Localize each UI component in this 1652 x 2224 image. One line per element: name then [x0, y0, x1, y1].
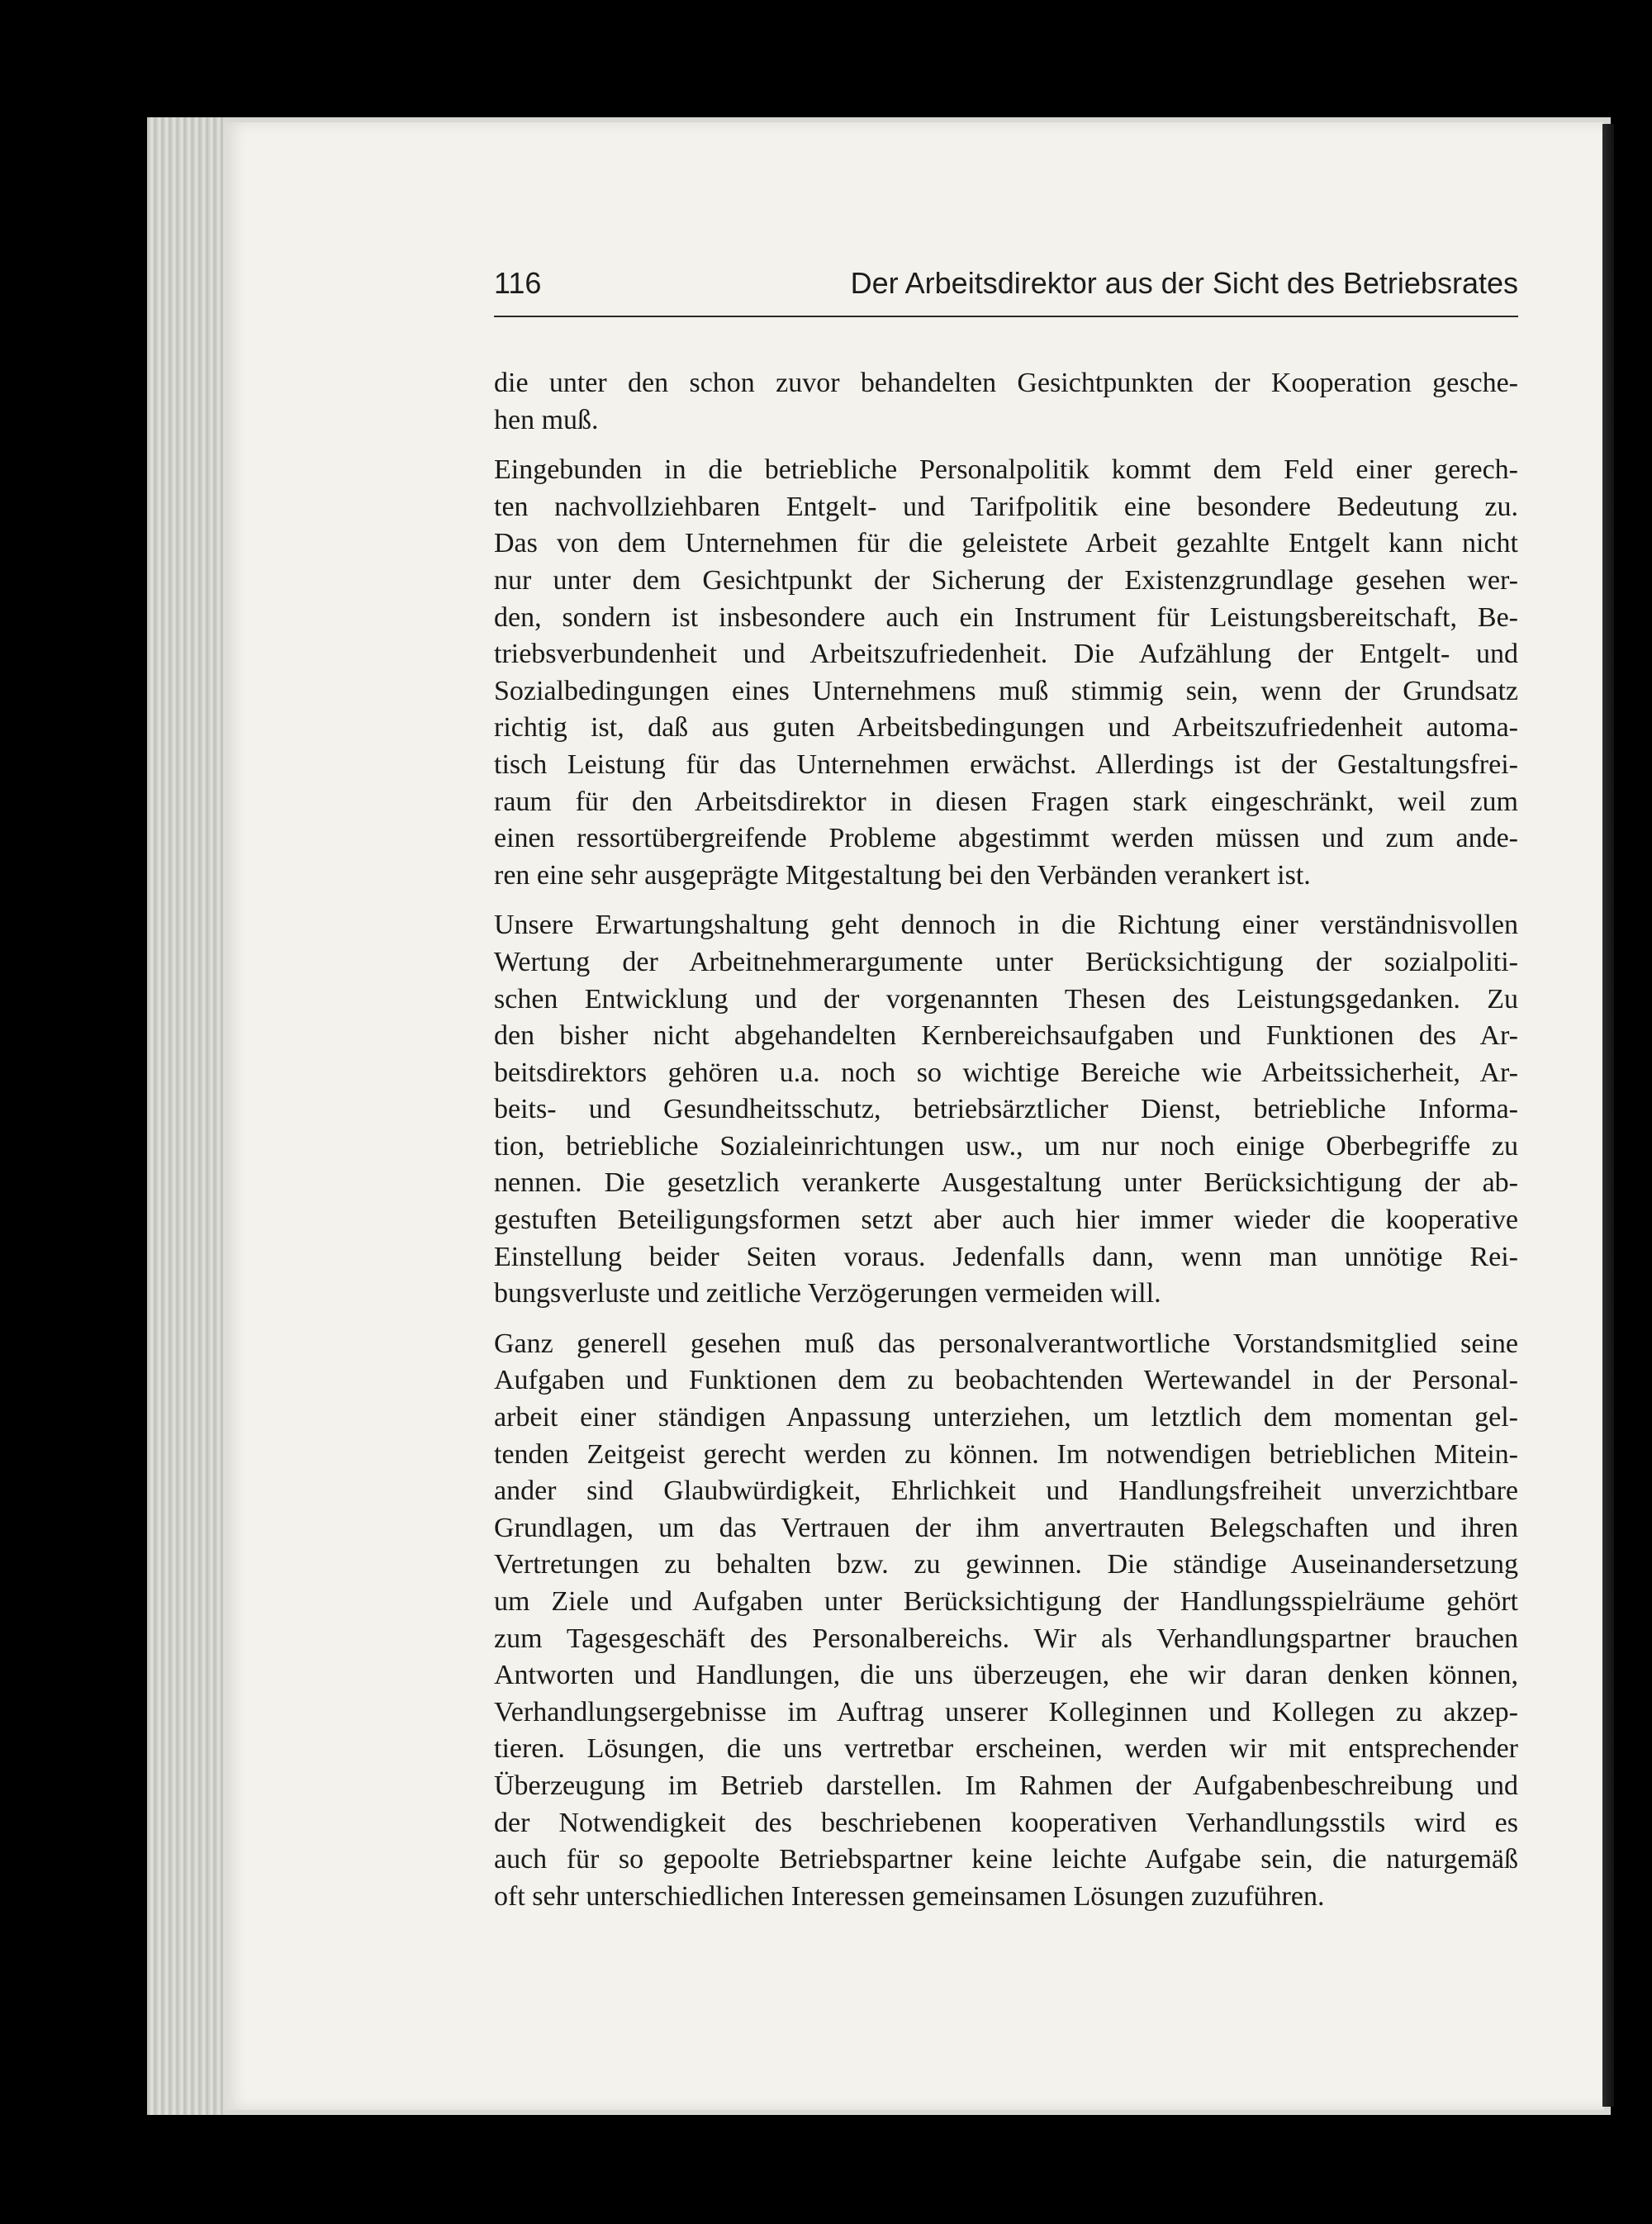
text-line: Unsere Erwartungshaltung geht dennoch in die Richtung einer verständnisvollen — [494, 910, 1518, 941]
paragraph — [494, 1326, 1518, 1916]
text-line: beits- und Gesundheitsschutz, betriebsärztlicher Dienst, betriebliche Informa- — [494, 1094, 1518, 1125]
text-line: Sozialbedingungen eines Unternehmens muß stimmig sein, wenn der Grundsatz — [494, 675, 1518, 706]
text-line: gestuften Beteiligungsformen setzt aber auch hier immer wieder die kooperative — [494, 1205, 1518, 1236]
text-line: auch für so gepoolte Betriebspartner keine leichte Aufgabe sein, die naturgemäß — [494, 1844, 1518, 1875]
text-line: triebsverbundenheit und Arbeitszufriedenheit. Die Aufzählung der Entgelt- und — [494, 639, 1518, 670]
header-rule — [494, 316, 1518, 317]
text-line: beitsdirektors gehören u.a. noch so wichtige Bereiche wie Arbeitssicherheit, Ar- — [494, 1057, 1518, 1088]
body-text — [494, 365, 1518, 1928]
text-line: raum für den Arbeitsdirektor in diesen Fragen stark eingeschränkt, weil zum — [494, 786, 1518, 817]
text-line: tion, betriebliche Sozialeinrichtungen usw., um nur noch einige Oberbegriffe zu — [494, 1130, 1518, 1162]
text-line: Eingebunden in die betriebliche Personalpolitik kommt dem Feld einer gerech- — [494, 454, 1518, 486]
text-line: hen muß. — [494, 404, 599, 435]
text-line: tieren. Lösungen, die uns vertretbar erscheinen, werden wir mit entsprechender — [494, 1733, 1518, 1765]
text-line: Verhandlungsergebnisse im Auftrag unserer Kolleginnen und Kollegen zu akzep- — [494, 1696, 1518, 1727]
text-line: richtig ist, daß aus guten Arbeitsbedingungen und Arbeitszufriedenheit automa- — [494, 712, 1518, 744]
text-line: Einstellung beider Seiten voraus. Jedenfalls dann, wenn man unnötige Rei- — [494, 1241, 1518, 1272]
text-line: Überzeugung im Betrieb darstellen. Im Rahmen der Aufgabenbeschreibung und — [494, 1770, 1518, 1801]
page-number: 116 — [494, 266, 542, 300]
text-line: Vertretungen zu behalten bzw. zu gewinnen. Die ständige Auseinandersetzung — [494, 1549, 1518, 1580]
text-line: den, sondern ist insbesondere auch ein Instrument für Leistungsbereitschaft, Be- — [494, 601, 1518, 633]
text-line: Grundlagen, um das Vertrauen der ihm anvertrauten Belegschaften und ihren — [494, 1512, 1518, 1543]
paragraph — [494, 365, 1518, 439]
text-line: Wertung der Arbeitnehmerargumente unter Berücksichtigung der sozialpoliti- — [494, 946, 1518, 977]
text-line: zum Tagesgeschäft des Personalbereichs. Wir als Verhandlungspartner brauchen — [494, 1623, 1518, 1654]
text-line: Das von dem Unternehmen für die geleistete Arbeit gezahlte Entgelt kann nicht — [494, 528, 1518, 559]
text-line: ander sind Glaubwürdigkeit, Ehrlichkeit und Handlungsfreiheit unverzichtbare — [494, 1476, 1518, 1507]
text-line: tenden Zeitgeist gerecht werden zu können. Im notwendigen betrieblichen Mitein- — [494, 1438, 1518, 1470]
text-line: den bisher nicht abgehandelten Kernbereichsaufgaben und Funktionen des Ar- — [494, 1020, 1518, 1052]
text-line: Ganz generell gesehen muß das personalverantwortliche Vorstandsmitglied seine — [494, 1328, 1518, 1359]
text-line: Antworten und Handlungen, die uns überzeugen, ehe wir daran denken können, — [494, 1660, 1518, 1691]
running-head — [494, 266, 1518, 312]
paragraph — [494, 907, 1518, 1313]
text-line: nur unter dem Gesichtpunkt der Sicherung der Existenzgrundlage gesehen wer- — [494, 564, 1518, 596]
page-edges — [147, 117, 223, 2115]
text-line: ren eine sehr ausgeprägte Mitgestaltung bei den Verbänden verankert ist. — [494, 859, 1311, 891]
text-line: schen Entwicklung und der vorgenannten Thesen des Leistungsgedanken. Zu — [494, 983, 1518, 1015]
text-line: um Ziele und Aufgaben unter Berücksichtigung der Handlungsspielräume gehört — [494, 1586, 1518, 1617]
text-line: die unter den schon zuvor behandelten Gesichtpunkten der Kooperation gesche- — [494, 368, 1518, 398]
running-head-title: Der Arbeitsdirektor aus der Sicht des Betriebsrates — [850, 266, 1518, 300]
text-line: ten nachvollziehbaren Entgelt- und Tarifpolitik eine besondere Bedeutung zu. — [494, 491, 1518, 522]
text-line: nennen. Die gesetzlich verankerte Ausgestaltung unter Berücksichtigung der ab- — [494, 1167, 1518, 1199]
text-line: oft sehr unterschiedlichen Interessen gemeinsamen Lösungen zuzuführen. — [494, 1880, 1325, 1912]
text-line: bungsverluste und zeitliche Verzögerungen vermeiden will. — [494, 1278, 1161, 1309]
text-line: arbeit einer ständigen Anpassung unterziehen, um letztlich dem momentan gel- — [494, 1402, 1518, 1433]
paragraph — [494, 452, 1518, 894]
text-line: der Notwendigkeit des beschriebenen kooperativen Verhandlungsstils wird es — [494, 1807, 1518, 1838]
text-line: tisch Leistung für das Unternehmen erwächst. Allerdings ist der Gestaltungsfrei- — [494, 748, 1518, 780]
text-line: Aufgaben und Funktionen dem zu beobachtenden Wertewandel in der Personal- — [494, 1365, 1518, 1396]
book-gutter-shadow — [1602, 124, 1614, 2107]
text-line: einen ressortübergreifende Probleme abgestimmt werden müssen und zum ande- — [494, 823, 1518, 854]
